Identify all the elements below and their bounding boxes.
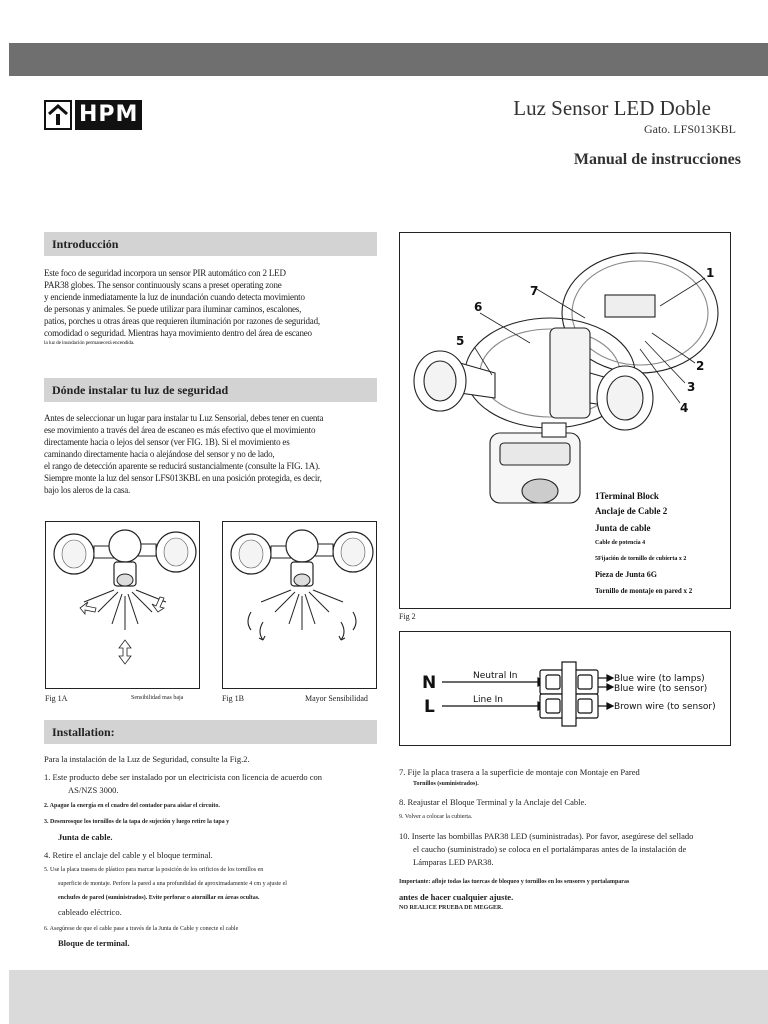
neutral-in-label: Neutral In (473, 671, 518, 681)
legend-item-6: Pieza de Junta 6G (595, 570, 657, 579)
step-1-cont: AS/NZS 3000. (68, 785, 119, 795)
step-4: 4. Retire el anclaje del cable y el bloque terminal. (44, 850, 213, 860)
manual-title: Manual de instrucciones (573, 151, 741, 168)
megger-warning: NO REALICE PRUEBA DE MEGGER. (399, 905, 503, 911)
important-note-cont: antes de hacer cualquier ajuste. (399, 892, 514, 902)
product-title: Luz Sensor LED Doble (513, 96, 711, 120)
callout-2: 2 (696, 359, 705, 373)
blue-wire-lamps: Blue wire (to lamps) (614, 674, 705, 684)
text-line: patios, porches u otras áreas que requieren iluminación por razones de seguridad, (44, 316, 320, 326)
text-line: el rango de detección aparente se reducirá sustancialmente (consulte la FIG. 1A). (44, 461, 320, 471)
catalog-number: Gato. LFS013KBL (643, 122, 736, 136)
fig-1b-illustration (223, 522, 376, 688)
step-1: 1. Este producto debe ser instalado por un electricista con licencia de acuerdo con (44, 772, 323, 782)
intro-heading: Introducción (44, 232, 377, 256)
house-icon (44, 100, 72, 130)
neutral-letter: N (422, 673, 437, 693)
legend-item-2: Anclaje de Cable 2 (595, 506, 668, 516)
callout-5: 5 (456, 334, 465, 348)
step-2: 2. Apague la energía en el cuadro del contador para aislar el circuito. (44, 803, 220, 809)
fig-1b-box (222, 521, 377, 689)
intro-text (44, 267, 320, 347)
installation-steps-right (399, 767, 759, 917)
text-line: y enciende inmediatamente la luz de inundación cuando detecta movimiento (44, 292, 305, 302)
blue-wire-sensor: Blue wire (to sensor) (614, 684, 708, 694)
installation-steps-left (44, 754, 389, 954)
brand-name: HPM (75, 100, 142, 130)
line-in-label: Line In (473, 695, 503, 705)
brown-wire-sensor: Brown wire (to sensor) (614, 702, 716, 712)
text-line: caminando directamente hacia o alejándose del sensor y no de lado, (44, 449, 275, 459)
step-7-cont: Tornillos (suministrados). (413, 781, 479, 787)
fig-1a-desc: Sensibilidad mas baja (131, 695, 184, 701)
legend-item-4: Cable de potencia 4 (595, 540, 646, 546)
install-where-text (44, 412, 323, 496)
step-7: 7. Fije la placa trasera a la superficie de montaje con Montaje en Pared (399, 767, 640, 777)
callout-7: 7 (530, 284, 539, 298)
text-line: directamente hacia o lejos del sensor (ver FIG. 1B). Si el movimiento es (44, 437, 290, 447)
legend-item-5: 5Fijación de tornillo de cubierta x 2 (595, 556, 687, 562)
installation-intro: Para la instalación de la Luz de Seguridad, consulte la Fig.2. (44, 754, 250, 764)
step-8: 8. Reajustar el Bloque Terminal y la Anclaje del Cable. (399, 797, 587, 807)
callout-4: 4 (680, 401, 689, 415)
step-3: 3. Desenrosque los tornillos de la tapa de sujeción y luego retire la tapa y (44, 819, 230, 825)
text-line: Siempre monte la luz del sensor LFS013KBL en una posición protegida, es decir, (44, 473, 322, 483)
fig-1a-box (45, 521, 200, 689)
legend-item-1: 1Terminal Block (595, 491, 659, 501)
fig-1b-label: Fig 1B (222, 694, 245, 703)
legend-item-3: Junta de cable (595, 523, 651, 533)
text-line: la luz de inundación permanecerá encendida. (44, 340, 135, 346)
step-10-cont: el caucho (suministrado) se coloca en el portalámparas antes de la instalación de (413, 844, 687, 854)
step-5-cont: superficie de montaje. Perfore la pared a una profundidad de aproximadamente 4 cm y ajuste el (58, 881, 287, 887)
fig-1b-desc: Mayor Sensibilidad (305, 694, 368, 703)
hpm-logo (44, 100, 142, 130)
installation-heading: Installation: (44, 720, 377, 744)
top-banner (9, 43, 768, 76)
callout-1: 1 (706, 266, 715, 280)
step-5-cont: enchufes de pared (suministrados). Evite perforar o atornillar en áreas ocultas. (58, 895, 260, 901)
fig-1a-label: Fig 1A (45, 694, 68, 703)
callout-3: 3 (687, 380, 696, 394)
step-5: 5. Use la placa trasera de plástico para marcar la posición de los orificios de los tornillos en (44, 867, 264, 873)
line-letter: L (424, 697, 435, 717)
bottom-banner (9, 970, 768, 1024)
fig-2-exploded-view (400, 233, 730, 608)
step-6-cont: Bloque de terminal. (58, 938, 130, 948)
wiring-diagram (399, 631, 731, 746)
step-10-cont: Lámparas LED PAR38. (413, 857, 494, 867)
fig-2-box (399, 232, 731, 609)
text-line: comodidad o seguridad. Mientras haya movimiento dentro del área de escaneo (44, 328, 312, 338)
text-line: bajo los aleros de la casa. (44, 485, 131, 495)
text-line: Este foco de seguridad incorpora un sensor PIR automático con 2 LED (44, 268, 286, 278)
text-line: PAR38 globes. The sensor continuously scans a preset operating zone (44, 280, 282, 290)
install-where-heading: Dónde instalar tu luz de seguridad (44, 378, 377, 402)
step-3-cont: Junta de cable. (58, 832, 113, 842)
fig-2-label: Fig 2 (399, 612, 416, 621)
callout-6: 6 (474, 300, 483, 314)
text-line: de personas y animales. Se puede utilizar para iluminar caminos, escalones, (44, 304, 302, 314)
important-note: Importante: afloje todas las tuercas de bloqueo y tornillos en los sensores y portalamparas (399, 879, 630, 885)
legend-item-7: Tornillo de montaje en pared x 2 (595, 587, 693, 595)
step-6: 6. Asegúrese de que el cable pase a través de la Junta de Cable y conecte el cable (44, 926, 239, 932)
fig-1a-illustration (46, 522, 199, 688)
step-10: 10. Inserte las bombillas PAR38 LED (suministradas). Por favor, asegúrese del sellado (399, 831, 694, 841)
text-line: Antes de seleccionar un lugar para instalar tu Luz Sensorial, debes tener en cuenta (44, 413, 324, 423)
text-line: ese movimiento a través del área de escaneo es más efectivo que el movimiento (44, 425, 316, 435)
step-5-cont: cableado eléctrico. (58, 907, 122, 917)
step-9: 9. Volver a colocar la cubierta. (399, 814, 473, 820)
